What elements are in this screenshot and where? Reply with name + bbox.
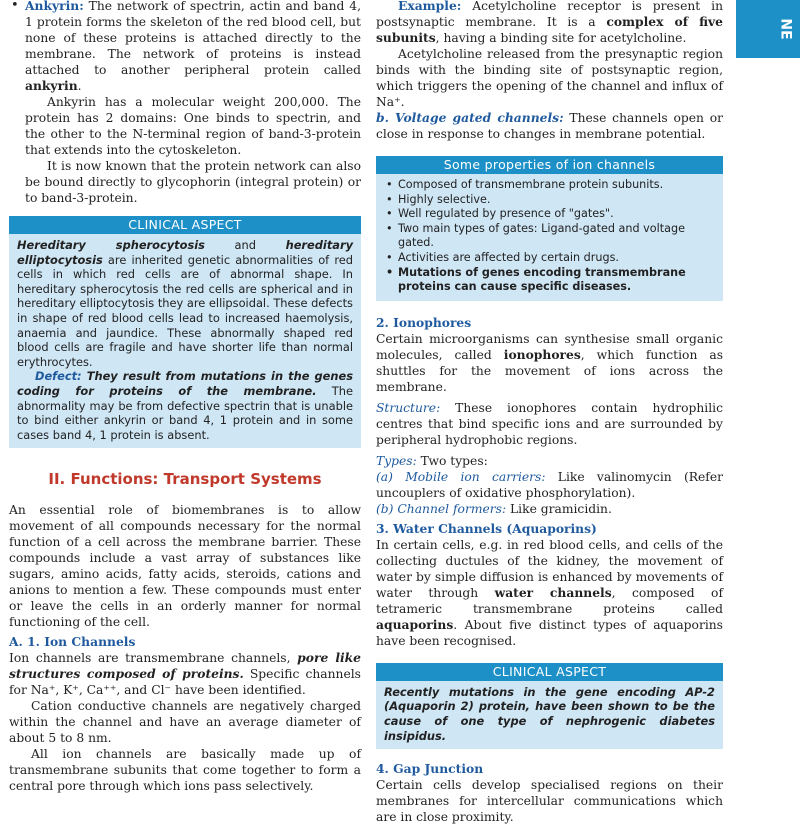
term-elliptocytosis: hereditary elliptocytosis <box>17 238 354 267</box>
iono-text-b: , which function as shuttles for the movement of ions across the membrane. <box>376 347 724 394</box>
iono-text-a: Certain microorganisms can synthesise small organic molecules, called <box>376 331 723 362</box>
ankyrin-bold: ankyrin <box>25 78 78 93</box>
clinical-aspect-body <box>9 234 361 448</box>
defect-paragraph <box>17 369 353 442</box>
structure-label: Structure: <box>376 400 441 415</box>
ion-channels-paragraph <box>9 650 361 698</box>
ankyrin-label: Ankyrin: <box>25 0 84 13</box>
water-bold-1: water channels <box>494 584 612 600</box>
mobile-label: (a) Mobile ion carriers: <box>376 469 546 484</box>
voltage-text: These channels open or close in response to changes in membrane potential. <box>376 111 724 141</box>
channel-text: Like gramicidin. <box>506 501 612 516</box>
properties-title: Some properties of ion channels <box>376 156 723 174</box>
mobile-carriers-paragraph <box>376 469 723 501</box>
list-item: • Highly selective. <box>384 193 715 208</box>
voltage-label: b. Voltage gated channels: <box>376 110 564 125</box>
acetylcholine-paragraph: Acetylcholine released from the presynaptic region binds with the binding site of postsynaptic region, which triggers the opening of the channel and influx of Na⁺. <box>376 47 723 109</box>
chapter-side-tab <box>736 0 800 58</box>
list-item: • Activities are affected by certain drugs. <box>384 251 715 266</box>
defect-rest: The abnormality may be from defective spectrin that is unable to bind either ankyrin or band 4, 1 protein and in some cases band 4, 1 protein is absent. <box>17 383 353 442</box>
all-ion-channels-paragraph: All ion channels are basically made up of transmembrane subunits that come together to form a central pore through which ions pass selectively. <box>9 747 361 794</box>
channel-formers-paragraph <box>376 501 723 517</box>
ankyrin-mw-paragraph: Ankyrin has a molecular weight 200,000. The protein has 2 domains: One binds to spectrin, and the other to the N-terminal region of band-3-protein that extends into the cytoskeleton. <box>25 95 361 157</box>
ionophores-paragraph <box>376 331 723 395</box>
water-channels-heading: 3. Water Channels (Aquaporins) <box>376 520 597 536</box>
term-and: and <box>204 238 286 252</box>
side-tab-label: NE <box>777 18 794 40</box>
properties-list <box>376 174 723 301</box>
list-item: • Mutations of genes encoding transmembrane proteins can cause specific diseases. <box>384 266 715 295</box>
mobile-text: Like valinomycin (Refer uncouplers of oxidative phosphorylation). <box>376 469 723 500</box>
defect-bold: They result from mutations in the genes coding for proteins of the membrane. <box>17 369 353 398</box>
clinical-aspect-title: CLINICAL ASPECT <box>9 216 361 234</box>
ion-text-b: Specific channels for Na⁺, K⁺, Ca⁺⁺, and Cl⁻ have been identified. <box>9 667 361 698</box>
bullet-icon: • <box>11 0 19 13</box>
example-end: , having a binding site for acetylcholine. <box>435 31 687 45</box>
water-text-c: . About five distinct types of aquaporins have been recognised. <box>376 617 723 648</box>
iono-bold: ionophores <box>503 346 581 362</box>
clinical-aspect-box <box>9 216 361 448</box>
clinical-aspect-body-2 <box>376 681 723 749</box>
clinical-aspect-box-2 <box>376 663 723 749</box>
ankyrin-text: The network of spectrin, actin and band 4, 1 protein forms the skeleton of the red blood cell, but none of these proteins is attached directly to the membrane. The network of proteins is instead attached to another peripheral protein called <box>25 0 361 77</box>
example-label: Example: <box>398 0 462 13</box>
term-spherocytosis: Hereditary spherocytosis <box>17 238 205 252</box>
spherocytosis-paragraph <box>17 238 353 369</box>
section-title: II. Functions: Transport Systems <box>48 470 322 489</box>
list-item: • Two main types of gates: Ligand-gated and voltage gated. <box>384 222 715 251</box>
types-paragraph <box>376 453 723 469</box>
list-item: • Well regulated by presence of "gates". <box>384 207 715 222</box>
voltage-gated-paragraph <box>376 110 723 142</box>
aquaporin-clinical-text: Recently mutations in the gene encoding AP-2 (Aquaporin 2) protein, have been shown to be the cause of one type of nephrogenic diabetes insipidus. <box>384 684 715 743</box>
example-paragraph <box>376 0 723 46</box>
cation-paragraph: Cation conductive channels are negatively charged within the channel and have an average diameter of about 5 to 8 nm. <box>9 699 361 746</box>
ion-channel-properties-box <box>376 156 723 301</box>
example-text: Acetylcholine receptor is present in postsynaptic membrane. It is a <box>376 0 723 29</box>
ionophores-heading: 2. Ionophores <box>376 314 472 330</box>
ankyrin-end: . <box>77 79 82 93</box>
gap-junction-paragraph: Certain cells develop specialised regions on their membranes for intercellular communications which are in close proximity. <box>376 778 723 825</box>
protein-network-paragraph: It is now known that the protein network can also be bound directly to glycophorin (integral protein) or to band-3-protein. <box>25 159 361 205</box>
water-text-a: In certain cells, e.g. in red blood cells, and cells of the collecting ductules of the kidney, the movement of water by simple diffusion is enhanced by movements of water through <box>376 537 723 600</box>
clinical-aspect-title-2: CLINICAL ASPECT <box>376 663 723 681</box>
example-bold: complex of five subunits <box>376 14 723 45</box>
left-column <box>9 0 361 794</box>
ankyrin-paragraph <box>25 0 361 94</box>
water-bold-2: aquaporins <box>376 616 454 632</box>
water-text-b: , composed of tetrameric transmembrane proteins called <box>376 585 723 616</box>
types-label: Types: <box>376 453 417 468</box>
clinical-body-text: are inherited genetic abnormalities of red cells in which red cells are of abnormal shape. In hereditary spherocytosis the red cells are spherical and in hereditary elliptocytosis they are ellipsoidal. These defects in shape of red blood cells lead to increased haemolysis, anaemia and jaundice. These abnormally shaped red blood cells are fragile and have shorter life than normal erythrocytes. <box>17 252 353 369</box>
structure-text: These ionophores contain hydrophilic centres that bind specific ions and are surrounded by peripheral hydrophobic regions. <box>376 400 723 447</box>
defect-label: Defect: <box>35 369 82 384</box>
list-item: • Composed of transmembrane protein subunits. <box>384 178 715 193</box>
essential-role-paragraph: An essential role of biomembranes is to allow movement of all compounds necessary for the normal function of a cell across the membrane barrier. These compounds include a vast array of substances like sugars, amino acids, fatty acids, steroids, cations and anions to mention a few. These compounds must enter or leave the cells in an orderly manner for normal functioning of the cell. <box>9 503 361 630</box>
gap-junction-heading: 4. Gap Junction <box>376 761 484 777</box>
types-text: Two types: <box>416 453 488 468</box>
channel-label: (b) Channel formers: <box>376 501 507 516</box>
right-column <box>376 0 723 825</box>
ion-text-emph: pore like structures composed of proteins. <box>9 650 361 682</box>
structure-paragraph <box>376 400 723 448</box>
water-channels-paragraph <box>376 537 723 649</box>
ion-channels-heading: A. 1. Ion Channels <box>9 634 136 650</box>
ankyrin-bullet <box>9 0 361 206</box>
ion-text-a: Ion channels are transmembrane channels, <box>9 651 298 666</box>
